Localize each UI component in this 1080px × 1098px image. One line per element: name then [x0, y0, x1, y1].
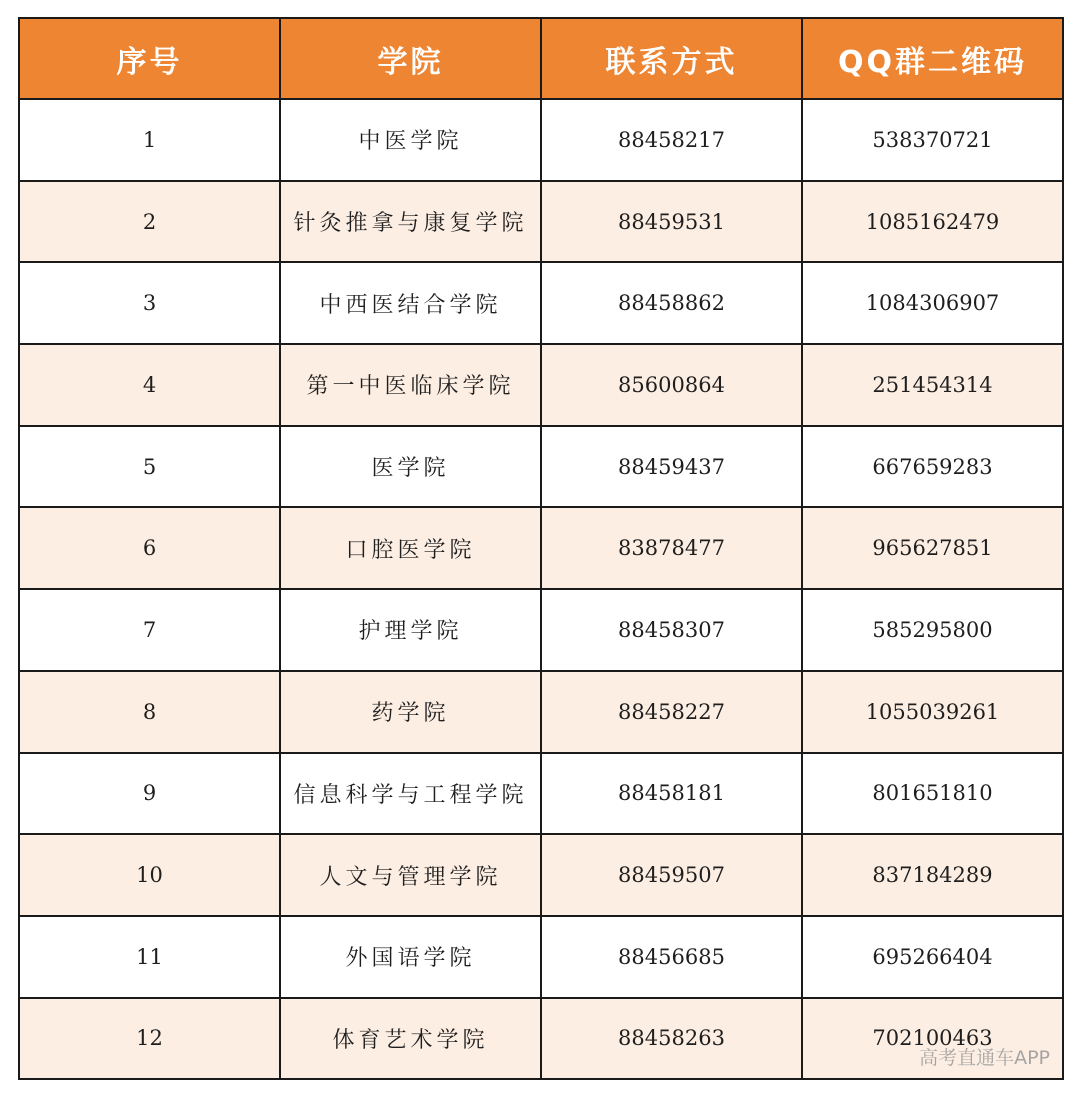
row-number-cell: 5	[19, 426, 280, 508]
college-name-cell: 药学院	[280, 671, 541, 753]
qq-group-cell: 801651810	[802, 753, 1063, 835]
table-row	[19, 426, 1063, 508]
row-number-cell: 7	[19, 589, 280, 671]
contact-phone-cell: 88459437	[541, 426, 802, 508]
qq-group-cell: 1085162479	[802, 181, 1063, 263]
table-row	[19, 344, 1063, 426]
contact-phone-cell: 88458181	[541, 753, 802, 835]
college-name-cell: 信息科学与工程学院	[280, 753, 541, 835]
college-name-cell: 医学院	[280, 426, 541, 508]
contact-phone-cell: 85600864	[541, 344, 802, 426]
table-row	[19, 753, 1063, 835]
contact-phone-cell: 88458217	[541, 99, 802, 181]
watermark-text: 高考直通车APP	[919, 1047, 1050, 1069]
contact-phone-cell: 88458307	[541, 589, 802, 671]
college-name-cell: 中西医结合学院	[280, 262, 541, 344]
table-row	[19, 834, 1063, 916]
qq-group-cell: 965627851	[802, 507, 1063, 589]
contact-phone-cell: 83878477	[541, 507, 802, 589]
row-number-cell: 8	[19, 671, 280, 753]
table-row	[19, 507, 1063, 589]
row-number-cell: 10	[19, 834, 280, 916]
college-name-cell: 外国语学院	[280, 916, 541, 998]
contact-phone-cell: 88458263	[541, 998, 802, 1080]
table-row	[19, 671, 1063, 753]
college-name-cell: 中医学院	[280, 99, 541, 181]
row-number-cell: 1	[19, 99, 280, 181]
college-name-cell: 口腔医学院	[280, 507, 541, 589]
row-number-cell: 12	[19, 998, 280, 1080]
table-row	[19, 262, 1063, 344]
qq-group-cell: 702100463	[802, 998, 1063, 1080]
table-row	[19, 181, 1063, 263]
contact-phone-cell: 88459531	[541, 181, 802, 263]
contact-phone-cell: 88456685	[541, 916, 802, 998]
row-number-cell: 2	[19, 181, 280, 263]
row-number-cell: 11	[19, 916, 280, 998]
qq-group-cell: 667659283	[802, 426, 1063, 508]
college-contact-table-container	[18, 17, 1062, 1080]
qq-group-cell: 251454314	[802, 344, 1063, 426]
qq-group-cell: 1055039261	[802, 671, 1063, 753]
college-name-cell: 体育艺术学院	[280, 998, 541, 1080]
qq-group-cell: 1084306907	[802, 262, 1063, 344]
qq-group-cell: 837184289	[802, 834, 1063, 916]
table-row	[19, 998, 1063, 1080]
row-number-cell: 3	[19, 262, 280, 344]
header-number: 序号	[19, 18, 280, 99]
college-name-cell: 人文与管理学院	[280, 834, 541, 916]
table-row	[19, 99, 1063, 181]
table-body	[19, 99, 1063, 1079]
table-row	[19, 916, 1063, 998]
header-row	[19, 18, 1063, 99]
contact-phone-cell: 88458862	[541, 262, 802, 344]
header-qq-group: QQ群二维码	[802, 18, 1063, 99]
row-number-cell: 6	[19, 507, 280, 589]
header-college: 学院	[280, 18, 541, 99]
header-contact: 联系方式	[541, 18, 802, 99]
contact-phone-cell: 88459507	[541, 834, 802, 916]
table-row	[19, 589, 1063, 671]
row-number-cell: 9	[19, 753, 280, 835]
qq-group-cell: 695266404	[802, 916, 1063, 998]
college-name-cell: 针灸推拿与康复学院	[280, 181, 541, 263]
college-name-cell: 第一中医临床学院	[280, 344, 541, 426]
college-contact-table	[18, 17, 1064, 1080]
qq-group-cell: 585295800	[802, 589, 1063, 671]
row-number-cell: 4	[19, 344, 280, 426]
table-header	[19, 18, 1063, 99]
college-name-cell: 护理学院	[280, 589, 541, 671]
contact-phone-cell: 88458227	[541, 671, 802, 753]
qq-group-cell: 538370721	[802, 99, 1063, 181]
